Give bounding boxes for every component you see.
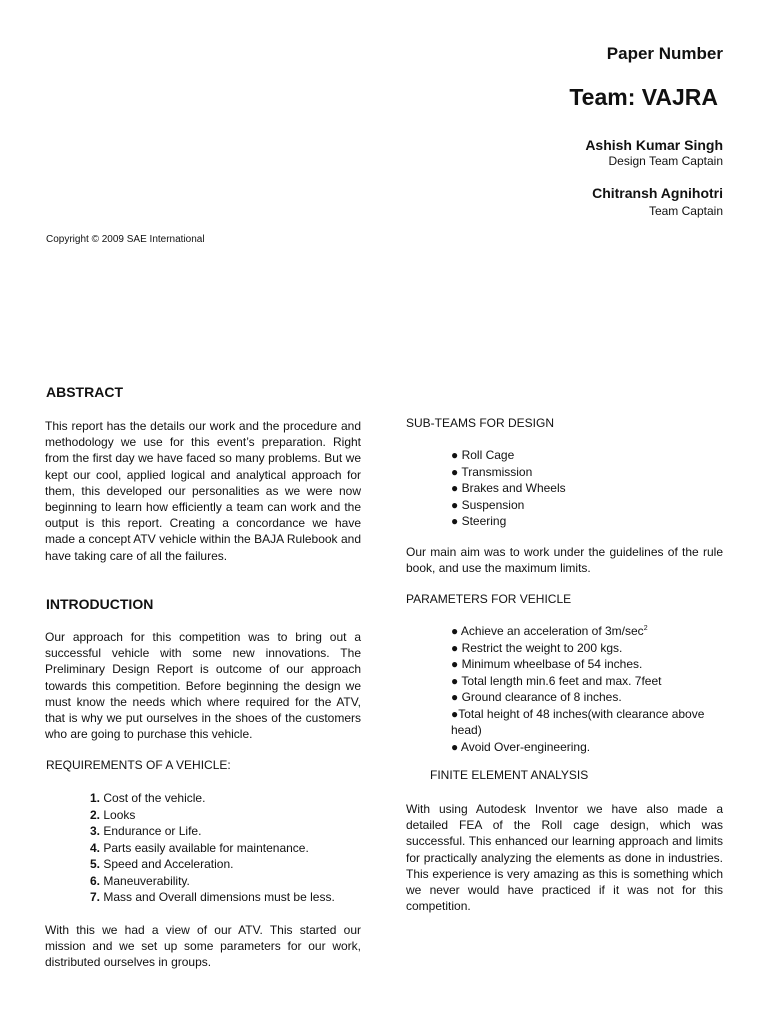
aim-text: Our main aim was to work under the guidelines of the rule book, and use the maximum limits.: [406, 545, 723, 576]
list-item: ● Transmission: [451, 464, 533, 479]
parameters-heading: PARAMETERS FOR VEHICLE: [406, 592, 572, 606]
list-item: ● Minimum wheelbase of 54 inches.: [451, 657, 643, 671]
list-item: ● Avoid Over-engineering.: [451, 739, 591, 754]
list-item: ● Steering: [451, 514, 507, 528]
fea-text: With using Autodesk Inventor we have also made a detailed FEA of the Roll cage design, which was successful. This enhanced our learning approach and limits for practically analyzing the elements as done in industries. This experience is very amazing as this is something which we never would have practiced if it was not for this competition.: [406, 802, 723, 914]
list-item: 1. Cost of the vehicle.: [90, 791, 206, 805]
list-item: ● Roll Cage: [451, 448, 515, 462]
subteams-list: [451, 447, 566, 530]
author-role: Team Captain: [648, 204, 723, 218]
list-item: 3. Endurance or Life.: [90, 824, 202, 838]
list-item: ● Total length min.6 feet and max. 7feet: [451, 673, 662, 688]
abstract-text: This report has the details our work and the procedure and methodology we use for this event’s preparation. Right from the first day we have faced so many problems. But we kept our cool, applied logical and analytical approach for them, this developed our personalities as we were now beginning to learn how efficiently a team can work and the output is this report. Creating a concordance we have made a concept ATV vehicle within the BAJA Rulebook and have taking care of all the failures.: [45, 419, 361, 563]
list-item: ● Achieve an acceleration of $3m/\sec^2$: [451, 624, 648, 638]
list-item: 2. Looks: [90, 807, 136, 822]
list-item: 6. Maneuverability.: [90, 873, 190, 888]
list-item: 7. Mass and Overall dimensions must be less.: [90, 890, 335, 904]
requirements-list: [90, 790, 335, 906]
abstract-heading: ABSTRACT: [46, 384, 123, 400]
introduction-text: Our approach for this competition was to bring out a successful vehicle with some new innovations. The Preliminary Design Report is outcome of our approach towards this competition. Before beginning the design we must know the needs which where required for the ATV, that is why we put ourselves in the shoes of the customers who are going to purchase this vehicle.: [45, 630, 361, 742]
paper-number: Paper Number: [606, 44, 723, 63]
list-item: ● Ground clearance of 8 inches.: [451, 690, 622, 704]
subteams-heading: SUB-TEAMS FOR DESIGN: [406, 416, 555, 430]
list-item: 5. Speed and Acceleration.: [90, 857, 234, 871]
author-name: Ashish Kumar Singh: [585, 137, 723, 153]
team-title: Team: VAJRA: [569, 84, 718, 110]
list-item: ● Suspension: [451, 497, 525, 512]
list-item: ●Total height of 48 inches(with clearance above head): [451, 706, 705, 737]
introduction-heading: INTRODUCTION: [46, 596, 154, 612]
requirements-heading: REQUIREMENTS OF A VEHICLE:: [46, 758, 231, 772]
list-item: ● Restrict the weight to 200 kgs.: [451, 640, 623, 655]
list-item: 4. Parts easily available for maintenance.: [90, 840, 309, 855]
fea-heading: FINITE ELEMENT ANALYSIS: [430, 768, 589, 782]
parameters-list: [451, 623, 723, 755]
author-name: Chitransh Agnihotri: [592, 185, 723, 201]
copyright-notice: Copyright © 2009 SAE International: [46, 234, 205, 245]
list-item: ● Brakes and Wheels: [451, 481, 566, 495]
author-role: Design Team Captain: [608, 154, 723, 168]
closing-text: With this we had a view of our ATV. This started our mission and we set up some parameters for our work, distributed ourselves in groups.: [45, 923, 361, 970]
